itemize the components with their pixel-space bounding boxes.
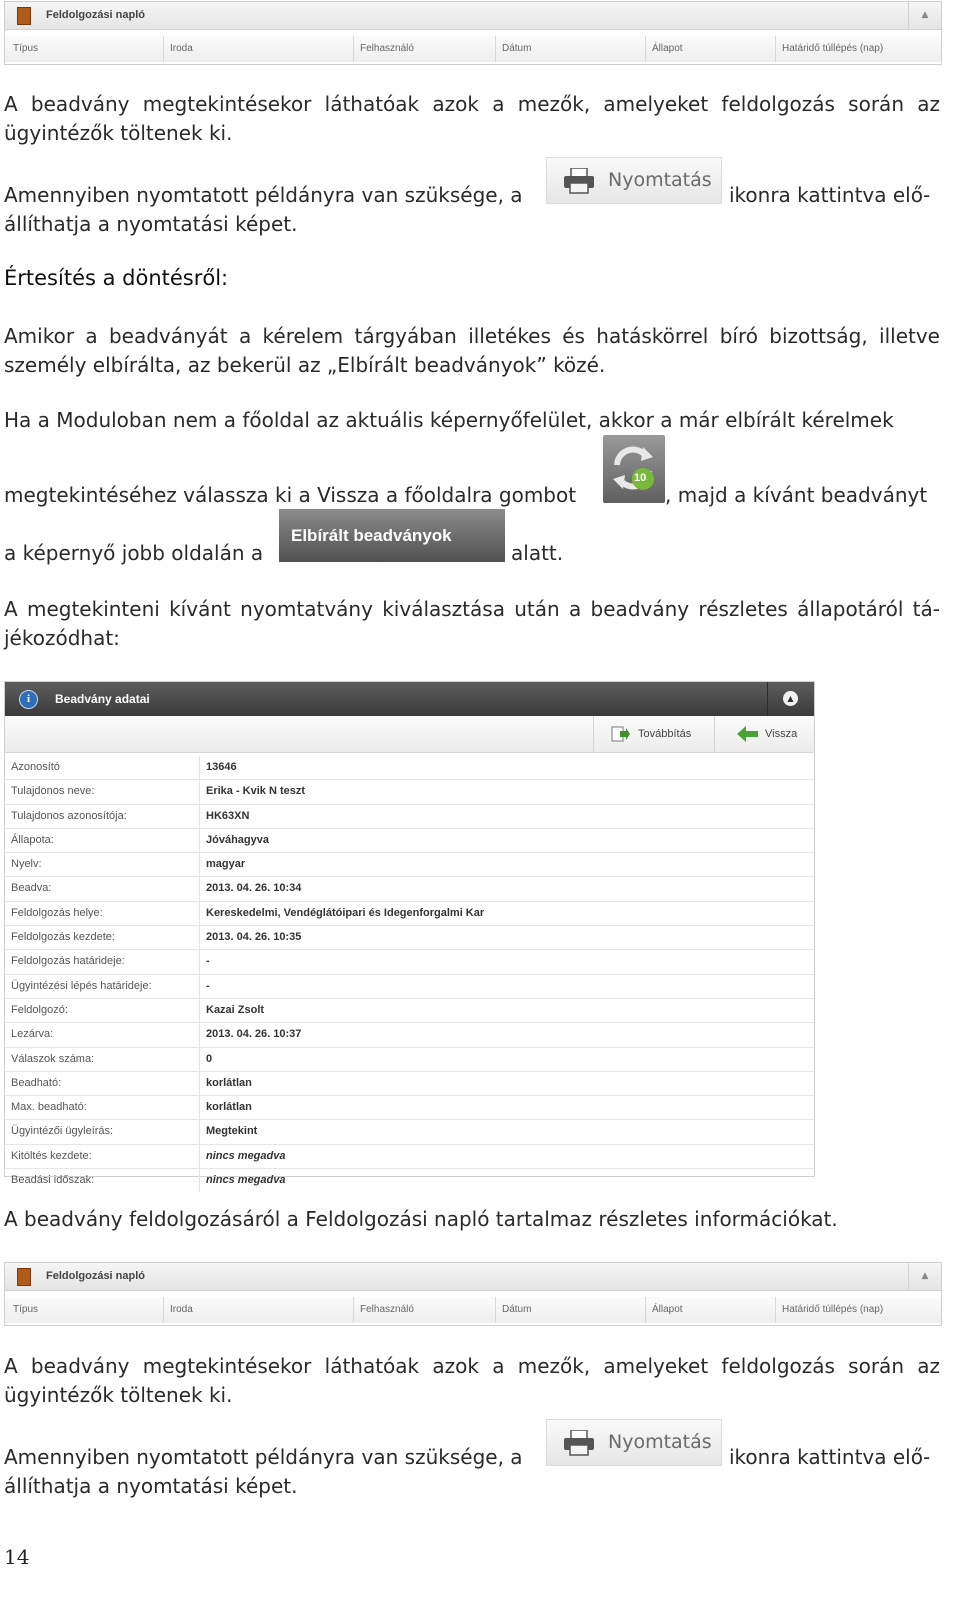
row-label: Beadva: — [11, 882, 52, 895]
details-table — [5, 756, 814, 1192]
row-value: Erika - Kvik N teszt — [206, 785, 306, 798]
forward-button[interactable] — [593, 716, 715, 752]
table-row — [5, 756, 814, 780]
row-value: Jóváhagyva — [206, 833, 269, 846]
row-label: Feldolgozás határideje: — [11, 955, 125, 968]
forward-icon — [611, 726, 631, 742]
log-column-headers — [5, 36, 941, 62]
paragraph-module-line3b: alatt. — [511, 541, 564, 565]
row-value: 2013. 04. 26. 10:37 — [206, 1028, 302, 1041]
paragraph-log-info: A beadvány feldolgozásáról a Feldolgozási napló tartalmaz részletes információkat. — [4, 1207, 838, 1231]
row-label: Állapota: — [11, 833, 54, 846]
row-value: 2013. 04. 26. 10:35 — [206, 931, 302, 944]
judged-submissions-label: Elbírált beadványok — [291, 526, 452, 545]
refresh-badge: 10 — [634, 472, 647, 484]
table-row — [5, 829, 814, 853]
column-header-status[interactable]: Állapot — [645, 1297, 775, 1323]
row-label: Tulajdonos neve: — [11, 785, 95, 798]
panel-header — [5, 682, 814, 716]
processing-log-widget-top — [4, 1, 942, 65]
paragraph-select-line1: A megtekinteni kívánt nyomtatvány kiválasztása után a beadvány részletes állapotáról tá- — [4, 597, 940, 621]
table-row — [5, 926, 814, 950]
submission-details-panel — [4, 681, 815, 1187]
log-book-icon — [17, 1268, 31, 1286]
table-row — [5, 780, 814, 804]
row-value: HK63XN — [206, 809, 250, 822]
forward-label: Továbbítás — [638, 728, 692, 740]
row-value: - — [206, 979, 210, 992]
panel-toolbar — [5, 716, 814, 753]
row-label: Lezárva: — [11, 1028, 54, 1041]
row-value: Megtekint — [206, 1125, 258, 1138]
table-row — [5, 999, 814, 1023]
print-button[interactable] — [546, 157, 722, 204]
row-label: Feldolgozó: — [11, 1003, 68, 1016]
paragraph-print-line2: állíthatja a nyomtatási képet. — [4, 212, 298, 236]
table-row — [5, 1169, 814, 1192]
column-header-user[interactable]: Felhasználó — [353, 36, 495, 62]
paragraph-print-text-a: Amennyiben nyomtatott példányra van szüksége, a — [4, 183, 523, 207]
row-value: 2013. 04. 26. 10:34 — [206, 882, 302, 895]
paragraph-print-line2-repeat: állíthatja a nyomtatási képet. — [4, 1474, 298, 1498]
row-label: Azonosító — [11, 761, 60, 773]
row-label: Tulajdonos azonosítója: — [11, 809, 127, 822]
table-row — [5, 975, 814, 999]
table-row — [5, 1072, 814, 1096]
row-value: nincs megadva — [206, 1174, 286, 1187]
row-label: Max. beadható: — [11, 1101, 87, 1114]
row-value: korlátlan — [206, 1076, 252, 1089]
page-number: 14 — [4, 1545, 30, 1569]
row-label: Ügyintézési lépés határideje: — [11, 979, 152, 992]
paragraph-select-line2: jékozódhat: — [4, 626, 120, 650]
log-widget-title: Feldolgozási napló — [46, 1270, 146, 1282]
collapse-icon: ▲ — [783, 691, 798, 706]
row-value: magyar — [206, 858, 246, 871]
paragraph-module-line3a: a képernyő jobb oldalán a — [4, 541, 264, 565]
paragraph-module-line1: Ha a Moduloban nem a főoldal az aktuális képernyőfelület, akkor a már elbírált kérelmek — [4, 408, 894, 432]
column-header-deadline-overrun[interactable]: Határidő túllépés (nap) — [775, 36, 939, 62]
heading-decision-notice: Értesítés a döntésről: — [4, 266, 229, 290]
row-value: Kereskedelmi, Vendéglátóipari és Idegenforgalmi Kar — [206, 906, 485, 919]
table-row — [5, 1096, 814, 1120]
log-book-icon — [17, 7, 31, 25]
row-label: Nyelv: — [11, 858, 42, 871]
column-header-deadline-overrun[interactable]: Határidő túllépés (nap) — [775, 1297, 939, 1323]
collapse-icon[interactable]: ▲ — [908, 2, 941, 29]
row-value: nincs megadva — [206, 1149, 286, 1162]
back-button[interactable] — [714, 716, 815, 752]
print-button-label: Nyomtatás — [608, 169, 712, 191]
processing-log-widget-bottom — [4, 1262, 942, 1326]
row-value: Kazai Zsolt — [206, 1003, 265, 1016]
paragraph-module-line2b: , majd a kívánt beadványt — [665, 483, 928, 507]
back-label: Vissza — [765, 728, 798, 740]
paragraph-module-line2a: megtekintéséhez válassza ki a Vissza a főoldalra gombot — [4, 483, 577, 507]
row-label: Válaszok száma: — [11, 1052, 95, 1065]
row-value: 0 — [206, 1052, 213, 1065]
row-value: - — [206, 955, 210, 968]
row-label: Ügyintézői ügyleírás: — [11, 1125, 114, 1138]
row-label: Beadási időszak: — [11, 1174, 95, 1187]
log-widget-title: Feldolgozási napló — [46, 9, 146, 21]
panel-collapse-button[interactable] — [767, 682, 814, 716]
paragraph-view-line2: ügyintézők töltenek ki. — [4, 121, 233, 145]
paragraph-print-text-b: ikonra kattintva elő- — [729, 183, 931, 207]
paragraph-view-line1-repeat: A beadvány megtekintésekor láthatóak azok a mezők, amelyeket feldolgozás során az — [4, 1354, 940, 1378]
column-header-status[interactable]: Állapot — [645, 36, 775, 62]
table-row — [5, 1023, 814, 1047]
row-label: Beadható: — [11, 1076, 62, 1089]
column-header-office[interactable]: Iroda — [163, 36, 353, 62]
paragraph-decision-line2: személy elbírálta, az bekerül az „Elbírált beadványok” közé. — [4, 353, 606, 377]
back-arrow-icon — [737, 726, 759, 742]
table-row — [5, 877, 814, 901]
row-label: Feldolgozás kezdete: — [11, 931, 115, 944]
column-header-type[interactable]: Típus — [13, 43, 39, 54]
column-header-date[interactable]: Dátum — [495, 1297, 645, 1323]
paragraph-view-line2-repeat: ügyintézők töltenek ki. — [4, 1383, 233, 1407]
table-row — [5, 853, 814, 877]
back-to-home-button[interactable] — [603, 435, 665, 503]
row-value: 13646 — [206, 761, 237, 773]
info-icon: i — [19, 690, 38, 709]
printer-icon — [563, 1430, 595, 1456]
printer-icon — [563, 168, 595, 194]
print-button-label: Nyomtatás — [608, 1431, 712, 1453]
column-header-date[interactable]: Dátum — [495, 36, 645, 62]
table-row — [5, 950, 814, 974]
paragraph-print-text-b-repeat: ikonra kattintva elő- — [729, 1445, 931, 1469]
log-column-headers — [5, 1297, 941, 1323]
table-row — [5, 805, 814, 829]
row-value: korlátlan — [206, 1101, 252, 1114]
row-label: Kitöltés kezdete: — [11, 1149, 92, 1162]
column-header-user[interactable]: Felhasználó — [353, 1297, 495, 1323]
paragraph-decision-line1: Amikor a beadványát a kérelem tárgyában illetékes és hatáskörrel bíró bizottság, illetve — [4, 324, 940, 348]
paragraph-view-line1: A beadvány megtekintésekor láthatóak azok a mezők, amelyeket feldolgozás során az — [4, 92, 940, 116]
log-widget-header — [5, 2, 941, 30]
row-label: Feldolgozás helye: — [11, 906, 103, 919]
column-header-office[interactable]: Iroda — [163, 1297, 353, 1323]
refresh-icon — [603, 435, 665, 503]
paragraph-print-text-a-repeat: Amennyiben nyomtatott példányra van szüksége, a — [4, 1445, 523, 1469]
table-row — [5, 1145, 814, 1169]
table-row — [5, 1120, 814, 1144]
log-widget-header — [5, 1263, 941, 1291]
table-row — [5, 902, 814, 926]
column-header-type[interactable]: Típus — [13, 1304, 39, 1315]
panel-title: Beadvány adatai — [55, 692, 150, 706]
table-row — [5, 1048, 814, 1072]
collapse-icon[interactable]: ▲ — [908, 1263, 941, 1290]
judged-submissions-button[interactable] — [279, 509, 505, 562]
print-button[interactable] — [546, 1419, 722, 1466]
